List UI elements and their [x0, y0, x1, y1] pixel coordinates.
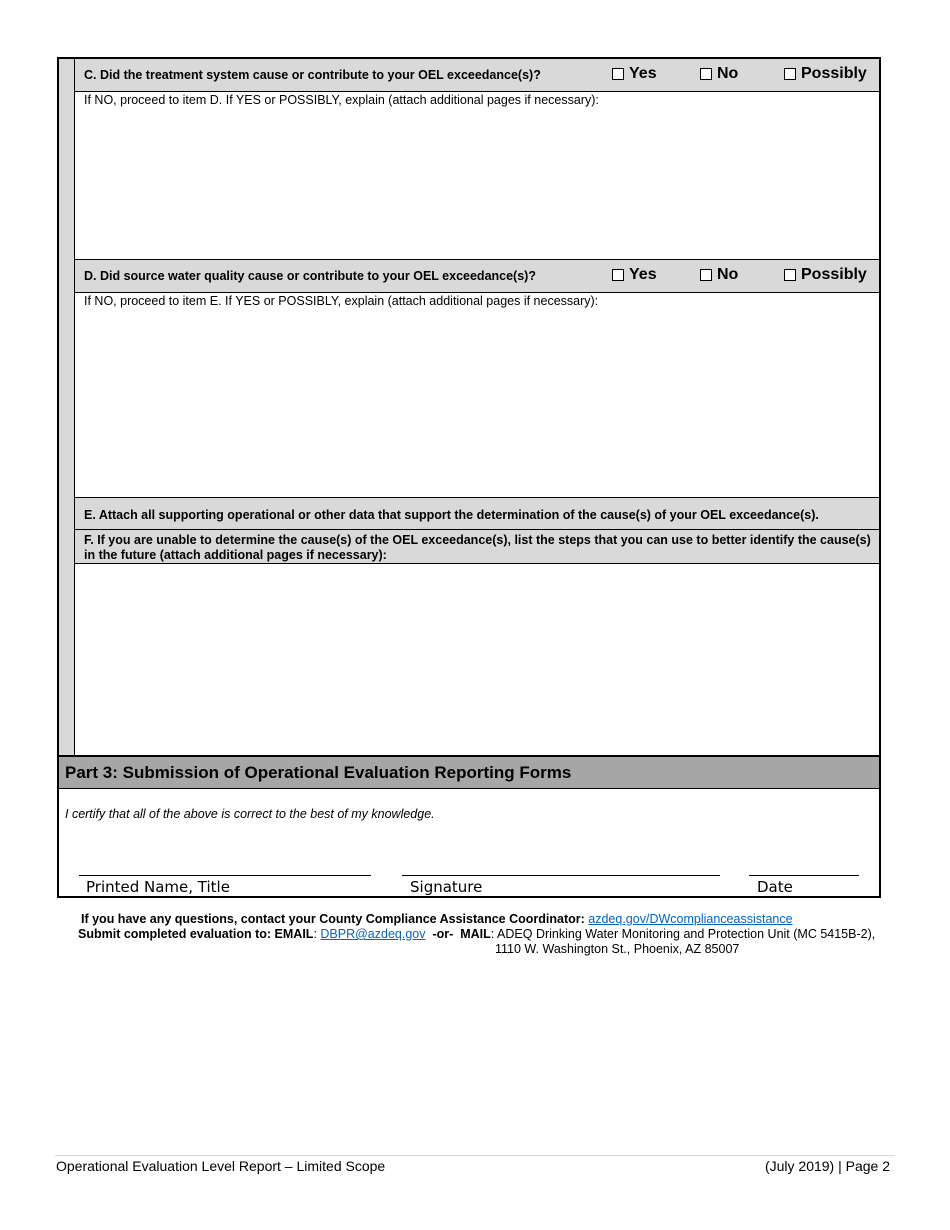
- section-d-yes[interactable]: Yes: [612, 266, 657, 284]
- checkbox-icon[interactable]: [784, 68, 796, 80]
- section-c-yes[interactable]: Yes: [612, 65, 657, 83]
- part3-header: [59, 755, 879, 789]
- date-label: Date: [757, 878, 793, 896]
- contact-line-3: 1110 W. Washington St., Phoenix, AZ 85007: [495, 942, 740, 956]
- section-d-answer-area[interactable]: [75, 293, 879, 497]
- footer-page: (July 2019) | Page 2: [764, 1158, 890, 1174]
- signature-label: Signature: [410, 878, 483, 896]
- checkbox-icon[interactable]: [612, 269, 624, 281]
- checkbox-icon[interactable]: [700, 269, 712, 281]
- date-line[interactable]: [749, 875, 859, 876]
- checkbox-icon[interactable]: [700, 68, 712, 80]
- checkbox-icon[interactable]: [612, 68, 624, 80]
- section-e-header: [75, 497, 879, 530]
- part3-title: Part 3: Submission of Operational Evaluation Reporting Forms: [65, 763, 572, 782]
- section-c-header: [75, 59, 879, 92]
- printed-name-label: Printed Name, Title: [86, 878, 230, 896]
- section-d-question: D. Did source water quality cause or contribute to your OEL exceedance(s)?: [84, 269, 536, 283]
- section-c-note: If NO, proceed to item D. If YES or POSSIBLY, explain (attach additional pages if necessary):: [84, 93, 599, 107]
- contact-line-1: If you have any questions, contact your County Compliance Assistance Coordinator: azdeq.gov/DWcomplianceassistance: [81, 912, 793, 926]
- section-d-header: [75, 259, 879, 293]
- section-d-no[interactable]: No: [700, 266, 738, 284]
- section-e-text: E. Attach all supporting operational or other data that support the determination of the cause(s) of your OEL exceedance(s).: [84, 508, 819, 522]
- signature-line[interactable]: [402, 875, 720, 876]
- section-f-header: [75, 530, 879, 564]
- compliance-link[interactable]: azdeq.gov/DWcomplianceassistance: [588, 912, 793, 926]
- form-frame: [57, 57, 881, 898]
- checkbox-icon[interactable]: [784, 269, 796, 281]
- name-signature-line[interactable]: [79, 875, 371, 876]
- section-d-possibly[interactable]: Possibly: [784, 266, 867, 284]
- section-f-text: F. If you are unable to determine the cause(s) of the OEL exceedance(s), list the steps that you can use to better identify the cause(s) in the future (attach additional pages if necessary):: [84, 533, 871, 562]
- certify-statement: I certify that all of the above is correct to the best of my knowledge.: [65, 807, 435, 821]
- section-c-possibly[interactable]: Possibly: [784, 65, 867, 83]
- section-f-answer-area[interactable]: [75, 564, 879, 755]
- section-d-note: If NO, proceed to item E. If YES or POSSIBLY, explain (attach additional pages if necessary):: [84, 294, 599, 308]
- section-c-answer-area[interactable]: [75, 92, 879, 259]
- section-c-no[interactable]: No: [700, 65, 738, 83]
- contact-line-2: Submit completed evaluation to: EMAIL: DBPR@azdeq.gov -or- MAIL: ADEQ Drinking Water Monitoring and Protection Unit (MC 5415B-2),: [78, 927, 876, 941]
- left-margin-bar: [59, 59, 75, 755]
- footer-divider: [55, 1155, 895, 1156]
- section-c-question: C. Did the treatment system cause or contribute to your OEL exceedance(s)?: [84, 68, 541, 82]
- email-link[interactable]: DBPR@azdeq.gov: [320, 927, 426, 941]
- footer-title: Operational Evaluation Level Report – Limited Scope: [56, 1158, 386, 1174]
